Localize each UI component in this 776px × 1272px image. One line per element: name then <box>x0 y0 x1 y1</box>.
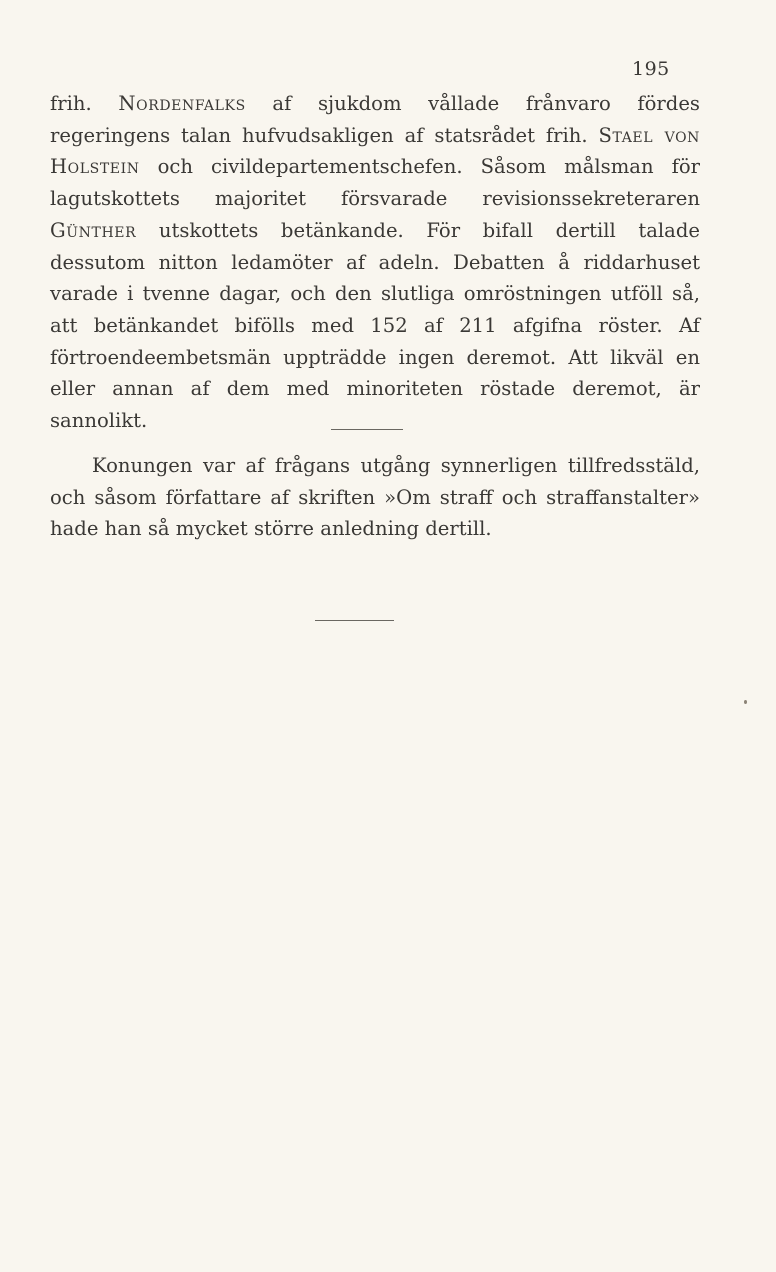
page-number: 195 <box>632 58 670 80</box>
section-divider <box>331 429 403 430</box>
paper-speck <box>744 700 747 704</box>
text-segment: frih. <box>50 92 119 115</box>
paragraph-1 <box>50 88 700 437</box>
paragraph-2: Konungen var af frågans utgång synnerligen tillfredsstäld, och såsom författare af skriften »Om straff och straffanstalter» hade han så mycket större anledning dertill. <box>50 454 700 541</box>
text-segment: och civildepartementschefen. Såsom målsman för lagutskottets majoritet försvarade revisionssekreteraren <box>50 155 700 211</box>
end-divider <box>315 620 394 621</box>
name-nordenfalk: Nordenfalks <box>118 92 246 115</box>
name-gunther: Günther <box>50 218 137 242</box>
text-segment: af sjukdom vållade frånvaro fördes regeringens talan hufvudsakligen af statsrådet frih. <box>50 92 700 147</box>
name-stael-von-holstein: Stael von Holstein <box>50 123 701 179</box>
text-segment: utskottets betänkande. För bifall dertill talade dessutom nitton ledamöter af adeln. Debatten å riddarhuset varade i tvenne dagar, och den slutliga omröstningen utföll så, att betänkandet bifölls med 152 af 211 afgifna röster. Af förtroendeembetsmän uppträdde ingen deremot. Att likväl en eller annan af dem med minoriteten röstade deremot, är sannolikt. <box>50 218 700 433</box>
